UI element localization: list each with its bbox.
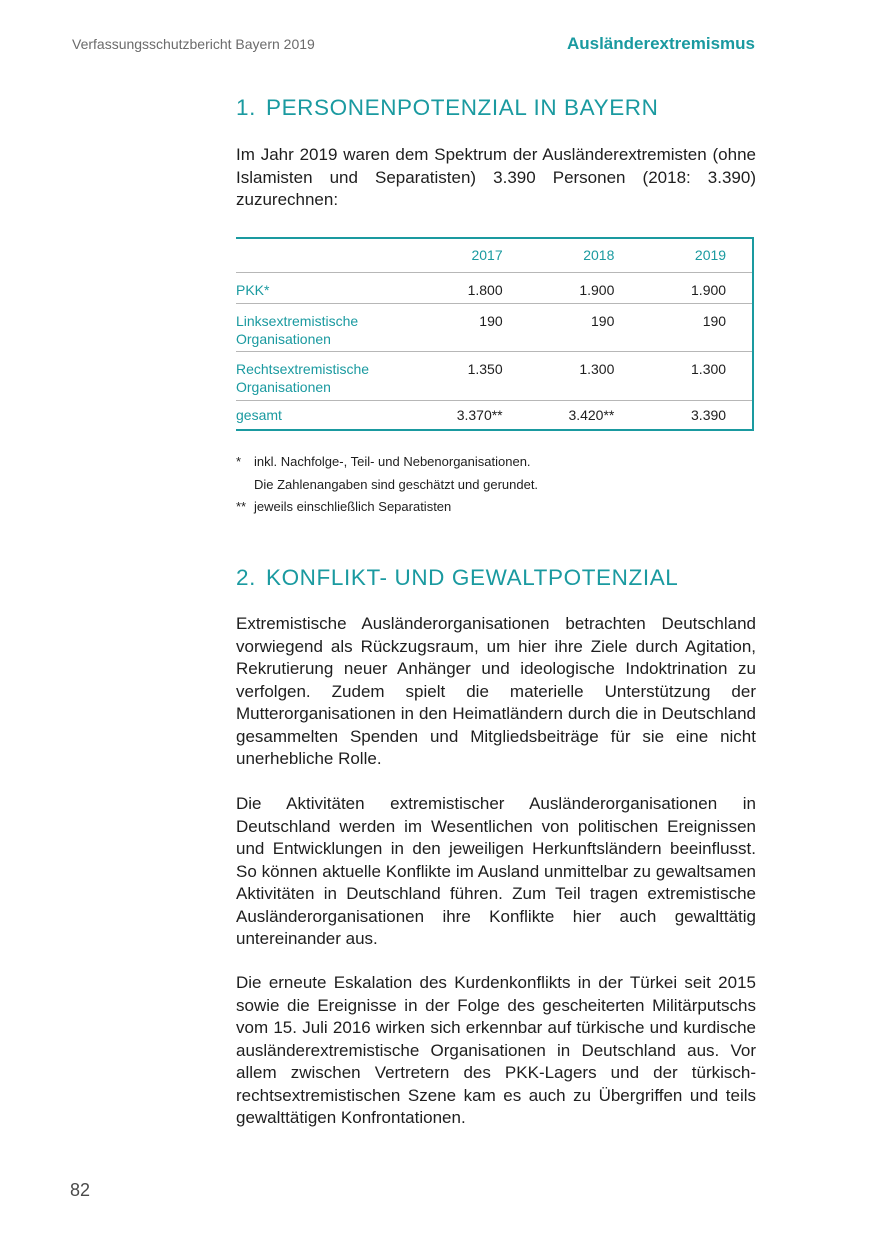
table-row [236, 352, 753, 401]
section-2 [236, 565, 756, 591]
row-label: Rechtsextremistische Organisationen [236, 361, 370, 395]
section-2-heading [236, 565, 756, 591]
cell-value: 3.370** [456, 407, 503, 423]
chapter-title: Ausländerextremismus [566, 34, 755, 53]
cell-value: 1.800 [467, 282, 503, 298]
table-header-year: 2017 [471, 247, 503, 263]
section-1-intro: Im Jahr 2019 waren dem Spektrum der Ausländerextremisten (ohne Islamisten und Separatisten) 3.390 Personen (2018: 3.390) zuzurechnen: [236, 145, 756, 209]
section-2-title: KONFLIKT- UND GEWALTPOTENZIAL [265, 565, 679, 590]
footnote-text: inkl. Nachfolge-, Teil- und Nebenorganisationen. [254, 454, 531, 469]
section-1-heading [236, 95, 756, 121]
personenpotenzial-table [236, 237, 754, 431]
running-header-title: Verfassungsschutzbericht Bayern 2019 [72, 36, 315, 52]
table-header-year: 2019 [694, 247, 727, 263]
table-header-year: 2018 [583, 247, 615, 263]
cell-value: 3.420** [568, 407, 615, 423]
footnote-text: Die Zahlenangaben sind geschätzt und gerundet. [254, 476, 539, 492]
cell-value: 190 [591, 313, 615, 329]
cell-value: 3.390 [691, 407, 727, 423]
table-header-empty [236, 238, 416, 273]
personenpotenzial-table-wrap [236, 237, 756, 431]
table-header-row [236, 238, 753, 273]
cell-value: 1.900 [691, 282, 727, 298]
footnote-text: jeweils einschließlich Separatisten [254, 499, 452, 514]
cell-value: 190 [479, 313, 503, 329]
section-1-title: PERSONENPOTENZIAL IN BAYERN [265, 95, 659, 120]
cell-value: 190 [702, 313, 727, 329]
table-footnotes [236, 451, 756, 519]
section-2-number: 2. [236, 565, 256, 590]
row-label: gesamt [236, 407, 282, 423]
cell-value: 1.900 [579, 282, 615, 298]
footnote-marker: * [236, 454, 242, 469]
table-row [236, 304, 753, 352]
section-1-number: 1. [236, 95, 256, 120]
footnote-marker: ** [236, 499, 247, 514]
table-row [236, 273, 753, 304]
section-2-paragraph: Die Aktivitäten extremistischer Ausländerorganisationen in Deutschland werden im Wesentlichen von politischen Ereignissen und Entwicklungen in den jeweiligen Herkunftsländern beeinflusst. So können aktuelle Konflikte im Ausland unmittelbar zu gewaltsamen Aktivitäten in Deutschland führen. Zum Teil tragen extremistische Ausländerorganisationen ihre Konflikte hier auch gewalttätig untereinander aus. [236, 794, 756, 948]
section-2-paragraph: Extremistische Ausländerorganisationen betrachten Deutschland vorwiegend als Rückzugsraum, um hier ihre Ziele durch Agitation, Rekrutierung neuer Anhänger und ideologische Indoktrination zu verfolgen. Zudem spielt die materielle Unterstützung der Mutterorganisationen in den Heimatländern durch die in Deutschland gesammelten Spenden und Mitgliedsbeiträge für sie eine nicht unerhebliche Rolle. [236, 614, 756, 768]
page-number: 82 [70, 1180, 91, 1200]
row-label: Linksextremistische Organisationen [236, 313, 359, 347]
section-2-paragraph: Die erneute Eskalation des Kurdenkonflikts in der Türkei seit 2015 sowie die Ereignisse in der Folge des gescheiterten Militärputschs vom 15. Juli 2016 wirken sich erkennbar auf türkische und kurdische ausländerextremistische Organisationen in Deutschland aus. Vor allem zwischen Vertretern des PKK-Lagers und der türkisch-rechtsextremistischen Szene kam es auch zu Übergriffen und teils gewalttätigen Konfrontationen. [236, 973, 756, 1127]
cell-value: 1.350 [467, 361, 503, 377]
cell-value: 1.300 [691, 361, 727, 377]
section-1 [236, 95, 756, 121]
table-row-total [236, 401, 753, 430]
cell-value: 1.300 [579, 361, 615, 377]
row-label: PKK* [236, 282, 270, 298]
